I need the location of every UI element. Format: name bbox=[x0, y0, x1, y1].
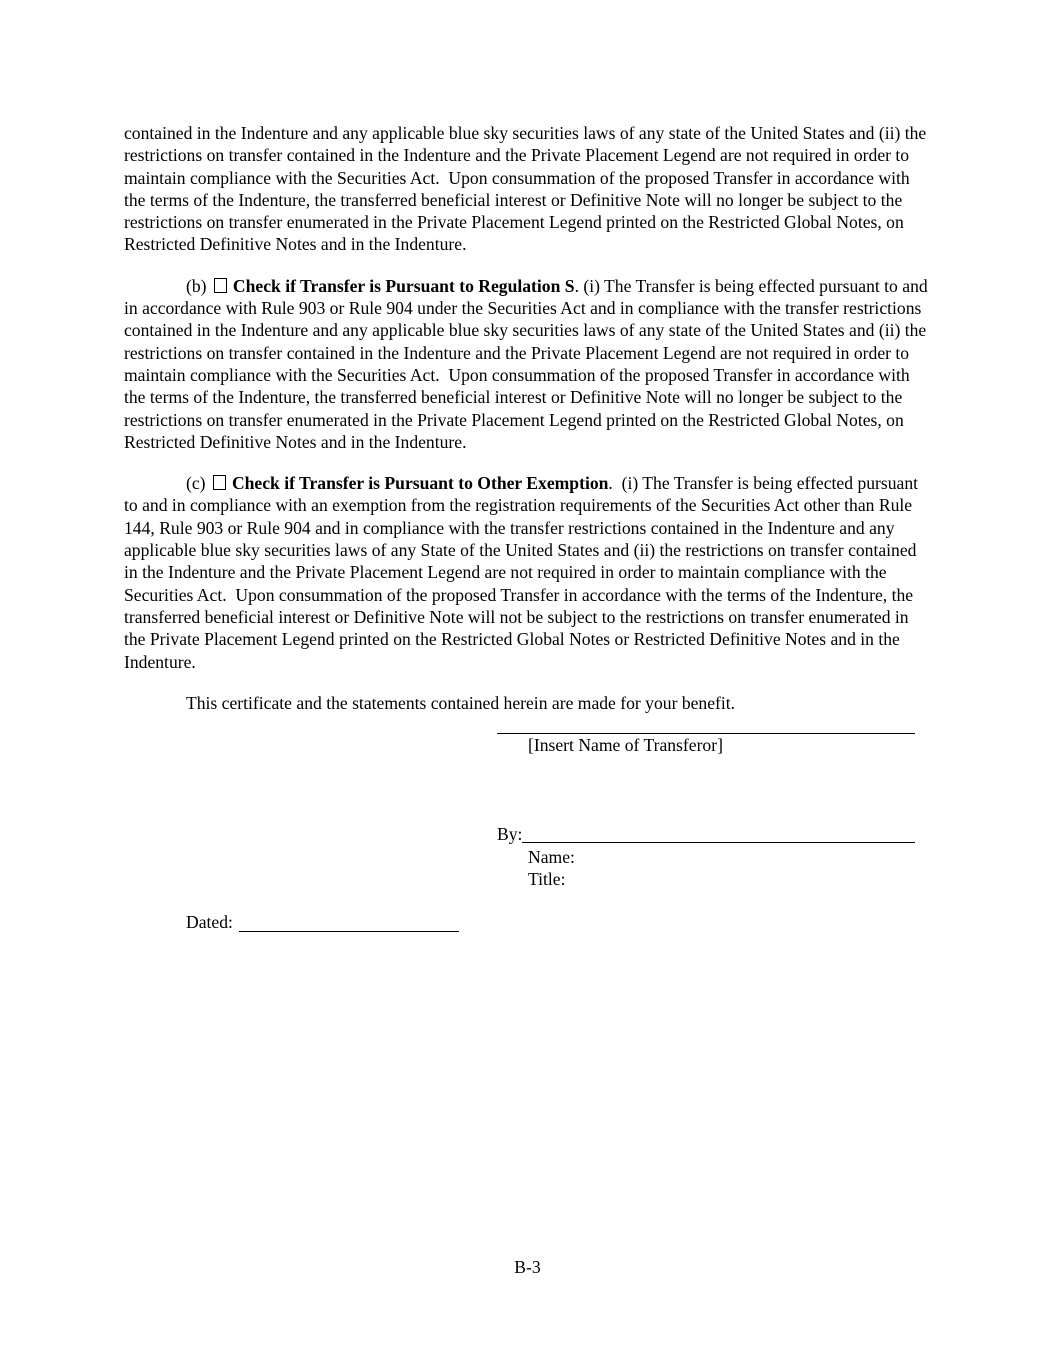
by-label: By: bbox=[497, 824, 523, 845]
transferor-name-label: [Insert Name of Transferor] bbox=[528, 735, 723, 756]
item-c-label: (c) bbox=[186, 473, 210, 494]
title-label: Title: bbox=[528, 869, 566, 890]
item-b-heading: Check if Transfer is Pursuant to Regulation S bbox=[232, 275, 575, 296]
name-label: Name: bbox=[528, 846, 575, 867]
item-b-label: (b) bbox=[186, 275, 211, 296]
checkbox-icon bbox=[214, 278, 227, 293]
benefit-sentence: This certificate and the statements contained herein are made for your benefit. bbox=[186, 692, 736, 713]
dated-label: Dated: bbox=[186, 912, 238, 933]
signature-block bbox=[497, 733, 915, 890]
paragraph-b bbox=[124, 275, 932, 453]
item-c-body: . (i) The Transfer is being effected pursuant to and in compliance with an exemption from the registration requirements of the Securities Act other than Rule 144, Rule 903 or Rule 904 and in compliance with the transfer restrictions contained in the Indenture and any applicable blue sky securities laws of any State of the United States and (ii) the restrictions on transfer contained in the Indenture and the Private Placement Legend are not required in order to maintain compliance with the Securities Act. Upon consummation of the proposed Transfer in accordance with the terms of the Indenture, the transferred beneficial interest or Definitive Note will not be subject to the restrictions on transfer enumerated in the Private Placement Legend printed on the Restricted Global Notes or Restricted Definitive Notes and in the Indenture. bbox=[124, 473, 923, 672]
item-b-body: . (i) The Transfer is being effected pursuant to and in accordance with Rule 903 or Rule 904 under the Securities Act and in compliance with the transfer restrictions contained in the Indenture and any applicable blue sky securities laws of any state of the United States and (ii) the restrictions on transfer contained in the Indenture and the Private Placement Legend are not required in order to maintain compliance with the Securities Act. Upon consummation of the proposed Transfer in accordance with the terms of the Indenture, the transferred beneficial interest or Definitive Note will no longer be subject to the restrictions on transfer enumerated in the Private Placement Legend printed on the Restricted Global Notes, on Restricted Definitive Notes and in the Indenture. bbox=[124, 275, 933, 452]
by-signature-line bbox=[522, 842, 915, 843]
dated-fill-line bbox=[239, 931, 459, 932]
checkbox-icon bbox=[213, 475, 226, 490]
dated-line bbox=[186, 911, 932, 933]
paragraph-c bbox=[124, 472, 932, 673]
page-number: B-3 bbox=[514, 1257, 541, 1277]
by-line bbox=[497, 823, 915, 845]
item-c-heading: Check if Transfer is Pursuant to Other Exemption bbox=[231, 473, 609, 494]
paragraph-continuation: contained in the Indenture and any applicable blue sky securities laws of any state of the United States and (ii) the restrictions on transfer contained in the Indenture and the Private Placement Legend are not required in order to maintain compliance with the Securities Act. Upon consummation of the proposed Transfer in accordance with the terms of the Indenture, the transferred beneficial interest or Definitive Note will no longer be subject to the restrictions on transfer enumerated in the Private Placement Legend printed on the Restricted Global Notes, on Restricted Definitive Notes and in the Indenture. bbox=[124, 123, 931, 255]
